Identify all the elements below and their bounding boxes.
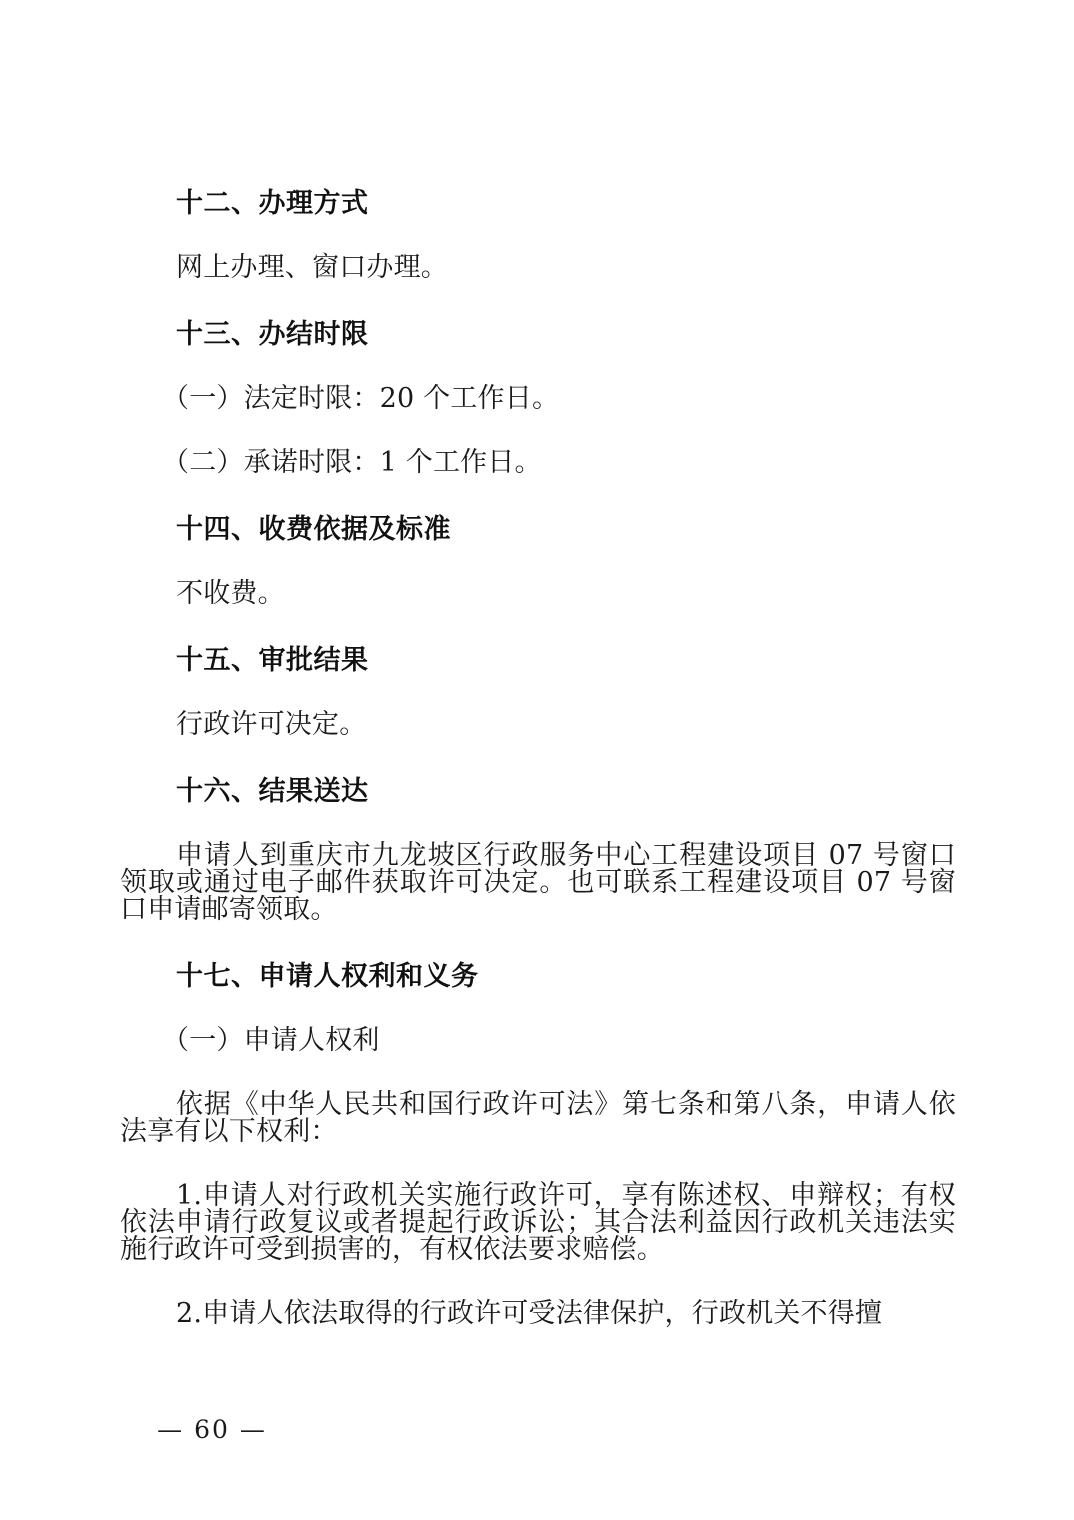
paragraph-statutory-time-limit: （一）法定时限：20 个工作日。 bbox=[162, 383, 560, 414]
paragraph-right-item-1: 1.申请人对行政机关实施行政许可，享有陈述权、申辩权；有权依法申请行政复议或者提起行政诉讼；其合法利益因行政机关违法实施行政许可受到损害的，有权依法要求赔偿。 bbox=[120, 1180, 956, 1265]
section-heading-handling-method: 十二、办理方式 bbox=[176, 188, 369, 219]
document-body bbox=[120, 190, 956, 1327]
paragraph-promised-time-limit: （二）承诺时限：1 个工作日。 bbox=[162, 447, 542, 478]
paragraph-no-fee: 不收费。 bbox=[176, 578, 285, 609]
paragraph-applicant-rights-title: （一）申请人权利 bbox=[162, 1025, 380, 1056]
page-number bbox=[0, 1415, 1074, 1444]
paragraph-result-delivery: 申请人到重庆市九龙坡区行政服务中心工程建设项目 07 号窗口领取或通过电子邮件获取许可决定。也可联系工程建设项目 07 号窗口申请邮寄领取。 bbox=[120, 840, 956, 925]
section-heading-fee-basis: 十四、收费依据及标准 bbox=[176, 514, 451, 545]
paragraph-handling-method: 网上办理、窗口办理。 bbox=[176, 252, 448, 283]
section-heading-rights-and-duties: 十七、申请人权利和义务 bbox=[176, 961, 479, 992]
paragraph-approval-result: 行政许可决定。 bbox=[176, 709, 367, 740]
section-heading-result-delivery: 十六、结果送达 bbox=[176, 776, 369, 807]
section-heading-approval-result: 十五、审批结果 bbox=[176, 645, 369, 676]
paragraph-right-item-2: 2.申请人依法取得的行政许可受法律保护，行政机关不得擅 bbox=[176, 1298, 883, 1329]
section-heading-time-limit: 十三、办结时限 bbox=[176, 319, 369, 350]
paragraph-legal-basis: 依据《中华人民共和国行政许可法》第七条和第八条，申请人依法享有以下权利： bbox=[120, 1089, 956, 1147]
page-number-label: — 60 — bbox=[157, 1415, 267, 1444]
